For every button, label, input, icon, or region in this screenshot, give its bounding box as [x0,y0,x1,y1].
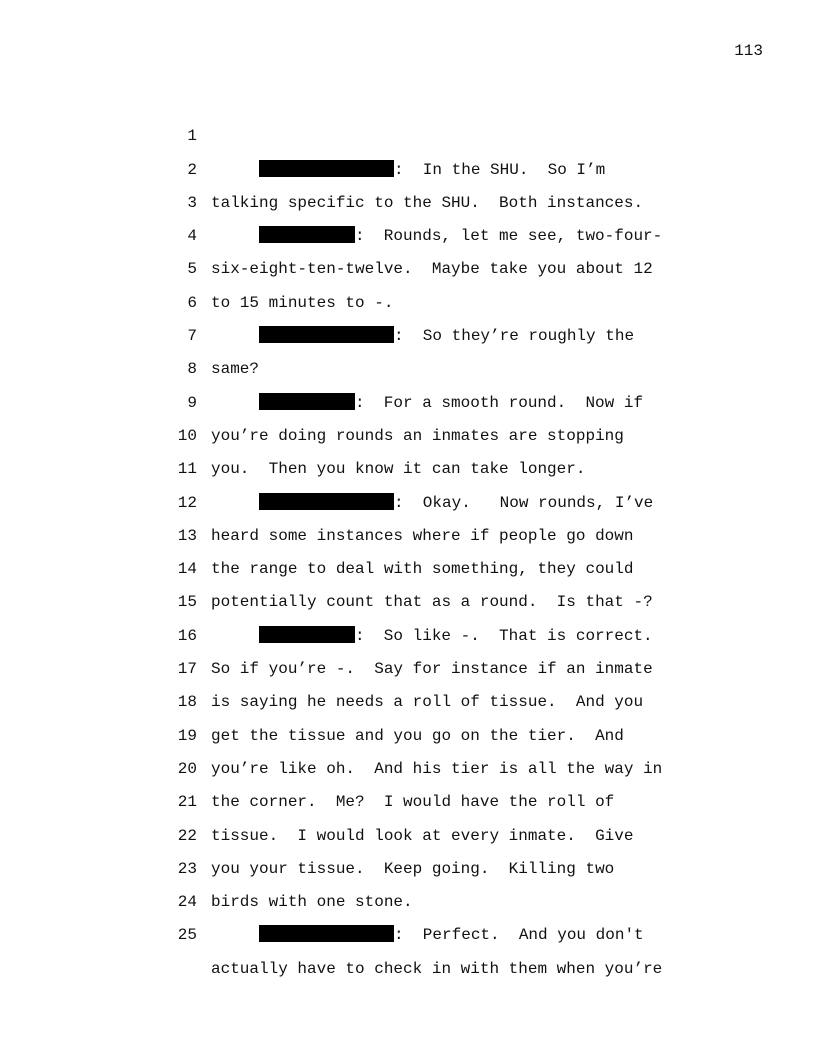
line-text: : So like -. That is correct. [355,626,653,645]
line-text: six-eight-ten-twelve. Maybe take you about 12 [211,260,653,279]
line-number: 25 [177,926,197,945]
line-number: 24 [177,893,197,912]
line-number: 8 [187,360,197,379]
line-number: 13 [177,526,197,545]
redaction-block [259,925,394,942]
line-number: 20 [177,759,197,778]
line-text: birds with one stone. [211,893,413,912]
line-number: 15 [177,593,197,612]
line-number: 11 [177,460,197,479]
transcript-line [170,87,690,179]
line-number: 1 [187,127,197,146]
line-text: : In the SHU. So I’m [394,160,606,179]
line-number: 12 [177,493,197,512]
line-number: 16 [177,626,197,645]
line-text: the range to deal with something, they could [211,560,634,579]
line-text: So if you’re -. Say for instance if an inmate [211,660,653,679]
line-number: 19 [177,726,197,745]
line-number: 10 [177,426,197,445]
line-text: : For a smooth round. Now if [355,393,644,412]
line-text: you’re like oh. And his tier is all the way in [211,759,663,778]
line-text: : So they’re roughly the [394,327,635,346]
line-number: 22 [177,826,197,845]
line-text: same? [211,360,260,379]
line-text: you. Then you know it can take longer. [211,460,586,479]
line-number: 6 [187,293,197,312]
line-number: 2 [187,160,197,179]
line-text: actually have to check in with them when you’re [211,959,663,978]
line-number: 23 [177,859,197,878]
line-text: to 15 minutes to -. [211,293,394,312]
line-number: 18 [177,693,197,712]
line-text: you’re doing rounds an inmates are stopping [211,426,624,445]
line-text: heard some instances where if people go down [211,526,634,545]
line-text: is saying he needs a roll of tissue. And you [211,693,644,712]
page-number: 113 [734,42,763,60]
line-number: 7 [187,327,197,346]
line-text: the corner. Me? I would have the roll of [211,793,615,812]
line-number: 5 [187,260,197,279]
line-text: tissue. I would look at every inmate. Give [211,826,634,845]
line-text: : Okay. Now rounds, I’ve [394,493,654,512]
line-number: 3 [187,193,197,212]
line-text: you your tissue. Keep going. Killing two [211,859,615,878]
line-number: 4 [187,227,197,246]
line-text: get the tissue and you go on the tier. And [211,726,624,745]
line-number: 21 [177,793,197,812]
transcript-body [170,87,690,978]
line-number: 17 [177,660,197,679]
line-number: 9 [187,393,197,412]
line-text: talking specific to the SHU. Both instances. [211,193,644,212]
line-text: : Rounds, let me see, two-four- [355,227,663,246]
line-content [259,919,644,952]
line-text: : Perfect. And you don't [394,926,644,945]
line-number: 14 [177,560,197,579]
line-text: potentially count that as a round. Is that -? [211,593,653,612]
